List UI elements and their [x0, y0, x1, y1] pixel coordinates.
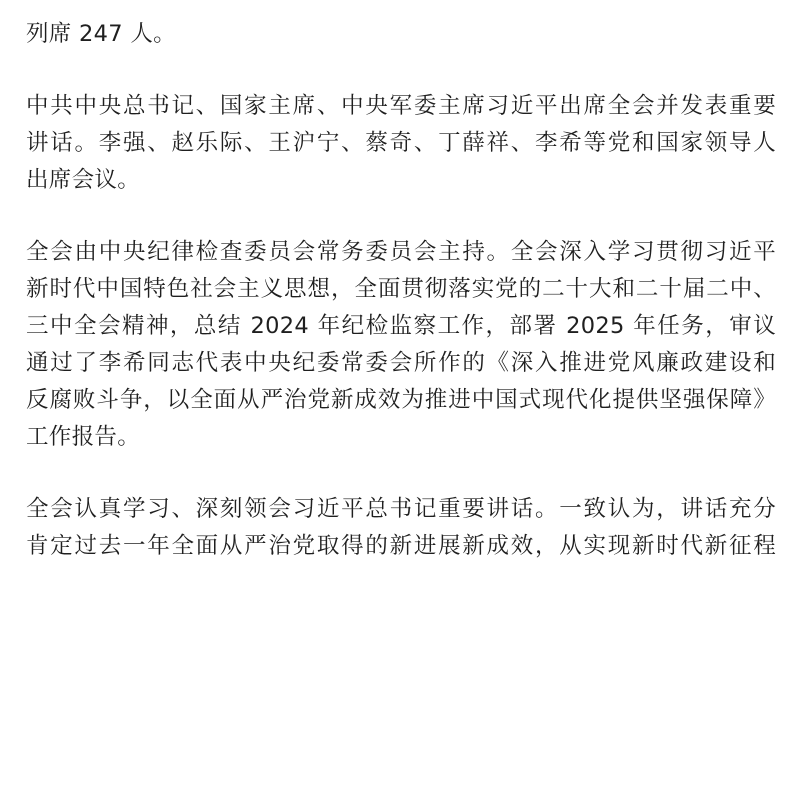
text-line: 列席 247 人。: [26, 21, 176, 47]
text-line: 讲话。李强、赵乐际、王沪宁、蔡奇、丁薛祥、李希等党和国家领导人: [26, 130, 776, 156]
text-line: 工作报告。: [26, 424, 141, 450]
text-line: 通过了李希同志代表中央纪委常委会所作的《深入推进党风廉政建设和: [26, 350, 776, 376]
text-line: 新时代中国特色社会主义思想，全面贯彻落实党的二十大和二十届二中、: [26, 276, 776, 302]
text-line: 出席会议。: [26, 167, 141, 193]
text-line: 反腐败斗争，以全面从严治党新成效为推进中国式现代化提供坚强保障》: [26, 387, 776, 413]
paragraph-leaders: [26, 88, 776, 199]
text-line: 全会由中央纪律检查委员会常务委员会主持。全会深入学习贯彻习近平: [26, 239, 776, 265]
text-line: 三中全会精神，总结 2024 年纪检监察工作，部署 2025 年任务，审议: [26, 313, 776, 339]
text-line: 肯定过去一年全面从严治党取得的新进展新成效，从实现新时代新征程: [26, 533, 776, 559]
text-line: 全会认真学习、深刻领会习近平总书记重要讲话。一致认为，讲话充分: [26, 496, 776, 522]
paragraph-attendance: [26, 16, 776, 53]
paragraph-plenary: [26, 234, 776, 456]
paragraph-speech: [26, 491, 776, 565]
text-line: 中共中央总书记、国家主席、中央军委主席习近平出席全会并发表重要: [26, 93, 776, 119]
